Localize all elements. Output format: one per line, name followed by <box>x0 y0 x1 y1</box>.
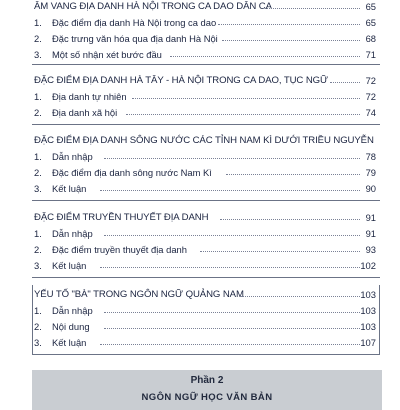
section-title: ĐẶC ĐIỂM ĐỊA DANH HÀ TÂY - HÀ NỘI TRONG CA DAO, TỤC NGỮ <box>34 75 329 86</box>
item-label: Đặc điểm địa danh sông nước Nam Kì <box>52 167 212 178</box>
item-page: 102 <box>360 260 376 271</box>
leader-dots <box>132 98 360 99</box>
item-label: Dẫn nhập <box>52 228 93 239</box>
toc-item <box>30 87 390 103</box>
toc-item <box>30 29 390 45</box>
toc-item <box>30 147 390 163</box>
item-label: Đặc trưng văn hóa qua địa danh Hà Nội <box>52 33 218 44</box>
toc-section <box>30 208 390 280</box>
section-title: ĐẶC ĐIỂM TRUYỀN THUYẾT ĐỊA DANH <box>34 212 209 223</box>
item-page: 71 <box>365 49 376 60</box>
section-title-row <box>30 0 390 13</box>
item-label: Kết luận <box>52 260 87 271</box>
item-page: 65 <box>365 17 376 28</box>
item-label: Địa danh tự nhiên <box>52 91 127 102</box>
leader-dots <box>218 24 360 25</box>
section-divider <box>32 277 380 278</box>
toc-item <box>30 163 390 179</box>
leader-dots <box>104 158 360 159</box>
item-label: Một số nhận xét bước đầu <box>52 49 162 60</box>
item-page: 91 <box>365 228 376 239</box>
item-page: 103 <box>360 321 376 332</box>
leader-dots <box>263 8 360 9</box>
leader-dots <box>126 114 360 115</box>
toc-section <box>30 71 390 127</box>
toc-section <box>30 0 390 67</box>
item-number: 3. <box>34 260 42 271</box>
leader-dots <box>226 174 360 175</box>
toc-item <box>30 103 390 119</box>
section-title-row <box>30 131 390 147</box>
item-page: 78 <box>365 151 376 162</box>
item-number: 1. <box>34 91 42 102</box>
section-page: 91 <box>365 212 376 223</box>
item-page: 72 <box>365 91 376 102</box>
leader-dots <box>104 235 360 236</box>
leader-dots <box>222 40 360 41</box>
leader-dots <box>100 267 360 268</box>
section-page: 72 <box>365 75 376 86</box>
item-page: 93 <box>365 244 376 255</box>
item-number: 1. <box>34 151 42 162</box>
toc-item <box>30 179 390 195</box>
toc-item <box>30 45 390 61</box>
item-number: 1. <box>34 305 42 316</box>
leader-dots <box>100 190 360 191</box>
section-divider <box>32 124 380 125</box>
item-label: Dẫn nhập <box>52 305 93 316</box>
leader-dots <box>330 82 360 83</box>
section-page: 103 <box>360 289 376 300</box>
leader-dots <box>170 56 360 57</box>
item-page: 107 <box>360 337 376 348</box>
section-page: 65 <box>365 1 376 12</box>
item-number: 2. <box>34 244 42 255</box>
section-title-row <box>30 71 390 87</box>
item-label: Kết luận <box>52 337 87 348</box>
toc-section <box>30 285 390 359</box>
part-title: NGÔN NGỮ HỌC VĂN BẢN <box>141 392 273 403</box>
toc-item <box>30 256 390 272</box>
part-heading-banner <box>32 370 382 410</box>
item-number: 3. <box>34 183 42 194</box>
item-label: Địa danh xã hội <box>52 107 118 118</box>
toc-item <box>30 224 390 240</box>
leader-dots <box>220 219 360 220</box>
item-number: 3. <box>34 337 42 348</box>
toc-section <box>30 131 390 203</box>
section-divider <box>32 64 380 65</box>
item-number: 3. <box>34 49 42 60</box>
section-divider <box>32 200 380 201</box>
section-frame <box>32 285 380 355</box>
item-number: 1. <box>34 228 42 239</box>
item-page: 79 <box>365 167 376 178</box>
item-page: 68 <box>365 33 376 44</box>
item-page: 74 <box>365 107 376 118</box>
item-number: 1. <box>34 17 42 28</box>
part-label: Phần 2 <box>190 375 224 386</box>
item-number: 2. <box>34 321 42 332</box>
item-number: 2. <box>34 107 42 118</box>
section-title-row <box>30 208 390 224</box>
item-label: Dẫn nhập <box>52 151 93 162</box>
item-number: 2. <box>34 33 42 44</box>
section-title: YẾU TỐ "BÀ" TRONG NGÔN NGỮ QUẢNG NAM <box>34 289 244 300</box>
item-label: Đặc điểm truyền thuyết địa danh <box>52 244 187 255</box>
item-label: Kết luận <box>52 183 87 194</box>
item-page: 90 <box>365 183 376 194</box>
toc-item <box>30 13 390 29</box>
toc-item <box>30 240 390 256</box>
item-number: 2. <box>34 167 42 178</box>
item-page: 103 <box>360 305 376 316</box>
leader-dots <box>200 251 360 252</box>
item-label: Nội dung <box>52 321 90 332</box>
section-title: ÂM VANG ĐỊA DANH HÀ NỘI TRONG CA DAO DÂN CA <box>34 1 272 12</box>
item-label: Đặc điểm địa danh Hà Nội trong ca dao <box>52 17 217 28</box>
section-title: ĐẶC ĐIỂM ĐỊA DANH SÔNG NƯỚC CÁC TỈNH NAM KÌ DƯỚI TRIỀU NGUYỄN <box>34 135 374 146</box>
